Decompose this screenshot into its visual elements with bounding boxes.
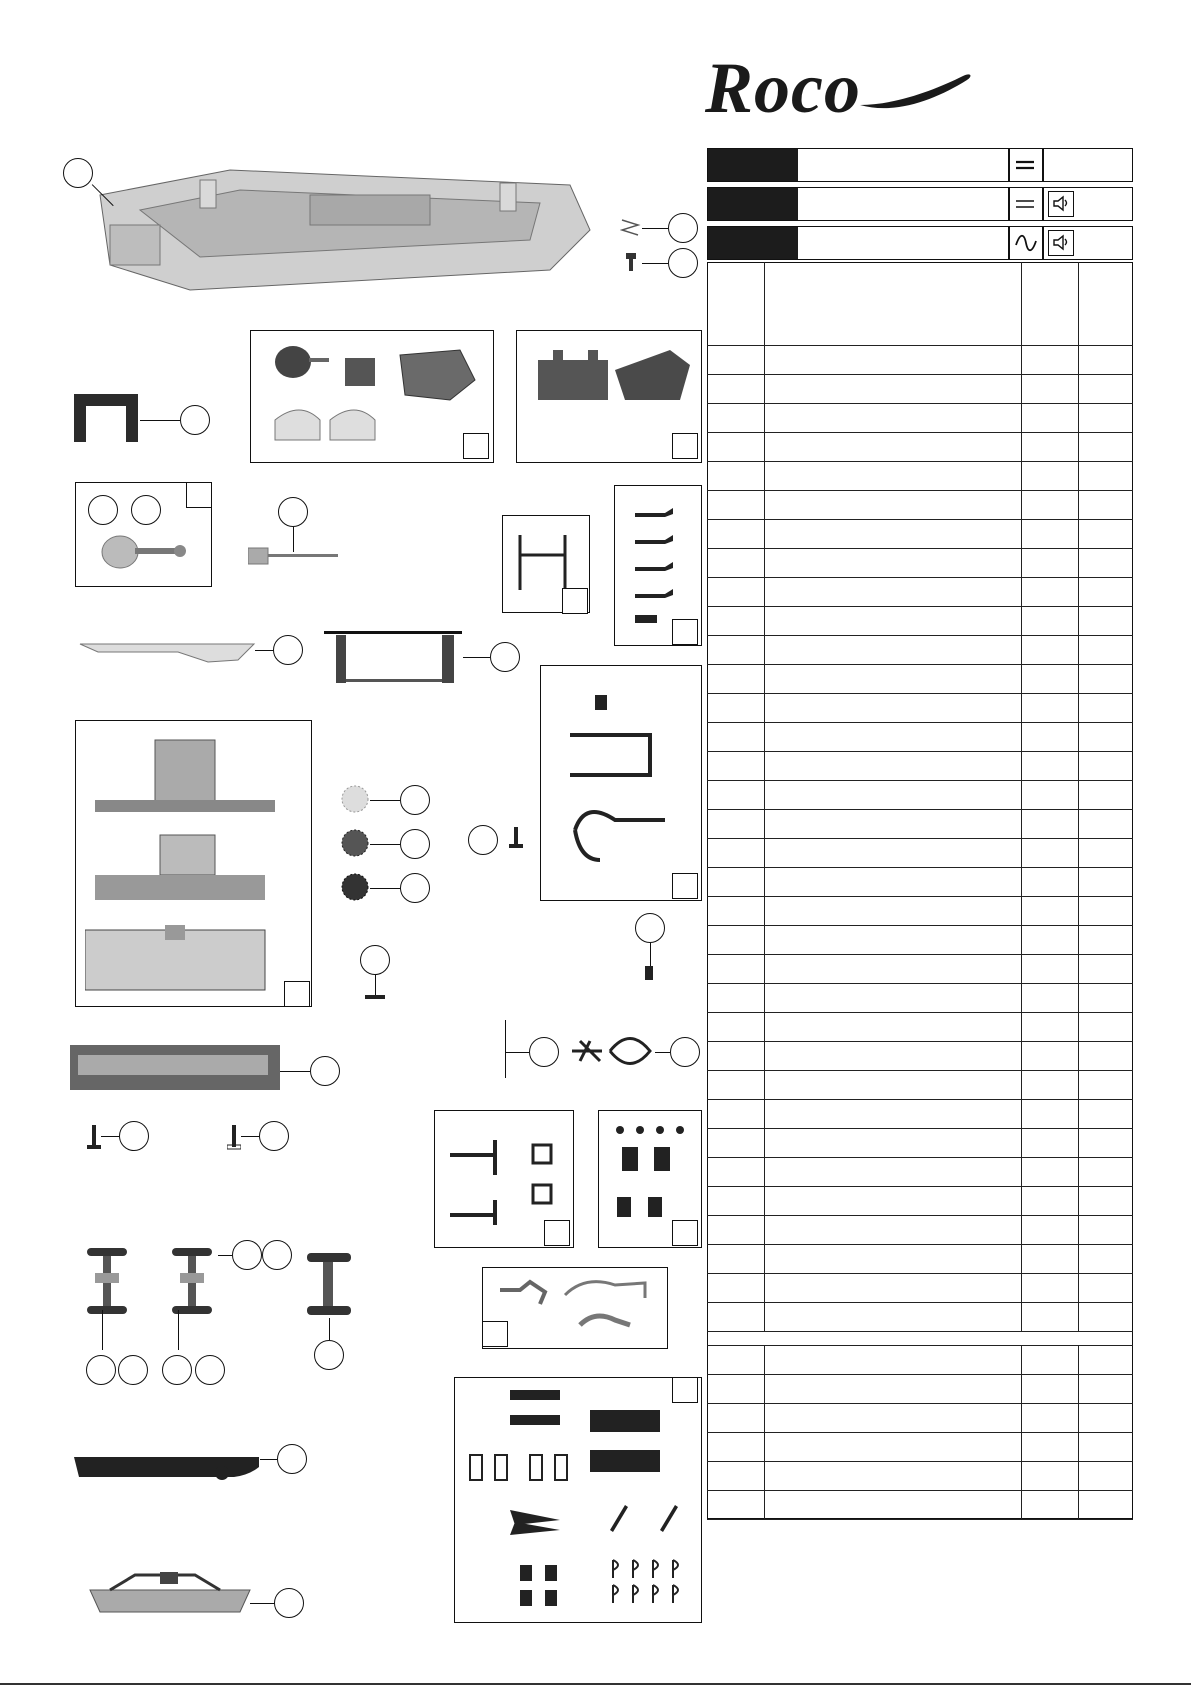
small-piece [644, 965, 654, 981]
set-tag [544, 1220, 570, 1246]
callout-circle [119, 1121, 149, 1151]
callout-circle [310, 1056, 340, 1086]
table-row-line [707, 548, 1133, 549]
wheelset [305, 1250, 355, 1320]
table-row-line [707, 983, 1133, 984]
table-row-line [707, 1157, 1133, 1158]
sound-icon [1048, 191, 1074, 217]
worm-shaft [248, 545, 343, 567]
table-row-line [707, 606, 1133, 607]
table-row-line [707, 374, 1133, 375]
bogie-frame [72, 1445, 262, 1485]
logo-swash [855, 70, 975, 120]
table-row-line [707, 1244, 1133, 1245]
table-row-line [707, 722, 1133, 723]
table-row-line [707, 1302, 1133, 1303]
small-bracket-set [515, 525, 580, 595]
table-row-line [707, 490, 1133, 491]
callout-circle [88, 495, 118, 525]
table-row-line [707, 1099, 1133, 1100]
dc-icon [1014, 155, 1036, 175]
table-col-line [764, 262, 765, 1331]
set-tag [672, 1220, 698, 1246]
screw [508, 825, 524, 853]
brake-rigging [570, 1033, 660, 1071]
callout-circle [490, 642, 520, 672]
table-row-line [707, 577, 1133, 578]
footplate [78, 640, 258, 670]
gearbox-set [85, 735, 305, 1000]
table-col-line [1078, 262, 1079, 1331]
callout-circle [468, 825, 498, 855]
roco-logo: Roco [705, 48, 861, 128]
table-row-line [707, 693, 1133, 694]
table-col-line [1078, 1345, 1079, 1519]
callout-circle [360, 945, 390, 975]
set-tag [186, 482, 212, 508]
set-tag [672, 619, 698, 645]
callout-circle [63, 158, 93, 188]
callout-circle [277, 1444, 307, 1474]
callout-circle [232, 1240, 262, 1270]
table-row-line [707, 780, 1133, 781]
worm-gear [95, 530, 195, 575]
callout-circle [118, 1355, 148, 1385]
housing-set [530, 340, 695, 425]
table-row-line [707, 1273, 1133, 1274]
dc-icon [1014, 194, 1036, 214]
set-tag [463, 433, 489, 459]
table-row-line [707, 1331, 1133, 1332]
set-tag [672, 873, 698, 899]
pin [365, 993, 385, 1001]
table-row-line [707, 461, 1133, 462]
step-set [445, 1130, 565, 1230]
callout-circle [668, 213, 698, 243]
table-row-line [707, 1041, 1133, 1042]
chassis-frame [70, 155, 600, 300]
table-row-line [707, 1461, 1133, 1462]
callout-circle [635, 913, 665, 943]
table-row-line [707, 1012, 1133, 1013]
table-row-line [707, 809, 1133, 810]
spring-and-screw [620, 215, 642, 275]
header-row-1 [707, 148, 1133, 182]
handrail-set [560, 690, 680, 890]
table-row-line [707, 1432, 1133, 1433]
table-row-line [707, 896, 1133, 897]
set-tag [284, 981, 310, 1007]
ac-icon [1014, 233, 1038, 253]
callout-circle [314, 1340, 344, 1370]
set-tag [482, 1321, 508, 1347]
callout-circle [274, 1588, 304, 1618]
callout-circle [180, 405, 210, 435]
table-col-line [1021, 262, 1022, 1331]
sound-icon [1048, 230, 1074, 256]
table-row-line [707, 664, 1133, 665]
table-row-line [707, 1215, 1133, 1216]
table-row-line [707, 751, 1133, 752]
coupler-accessory-set [465, 1385, 695, 1615]
callout-circle [400, 785, 430, 815]
header-row-2 [707, 187, 1133, 221]
gear-wheels [335, 783, 375, 903]
callout-circle [529, 1037, 559, 1067]
hook-set [630, 495, 690, 625]
table-row-line [707, 1490, 1133, 1491]
motor-set [265, 340, 485, 455]
wheelset-geared [85, 1245, 145, 1317]
table-row-line [707, 635, 1133, 636]
callout-circle [262, 1240, 292, 1270]
callout-circle [400, 873, 430, 903]
table-row-line [707, 1128, 1133, 1129]
lamp-set [612, 1122, 692, 1232]
table-row-line [707, 1070, 1133, 1071]
callout-circle [259, 1121, 289, 1151]
table-row-line [707, 519, 1133, 520]
table-row-line [707, 925, 1133, 926]
set-tag [562, 588, 588, 614]
header-row-3 [707, 226, 1133, 260]
table-row-line [707, 1186, 1133, 1187]
table-row-line [707, 867, 1133, 868]
table-col-line [764, 1345, 765, 1519]
screw [87, 1123, 101, 1153]
u-bracket [72, 390, 142, 445]
callout-circle [273, 635, 303, 665]
table-row-line [707, 1345, 1133, 1346]
frame-plate [322, 627, 464, 687]
table-row-line [707, 345, 1133, 346]
table-row-line [707, 432, 1133, 433]
table-row-line [707, 403, 1133, 404]
table-row-line [707, 1374, 1133, 1375]
screw [227, 1123, 241, 1153]
table-row-line [707, 954, 1133, 955]
table-row-line [707, 1403, 1133, 1404]
callout-circle [670, 1037, 700, 1067]
callout-circle [668, 248, 698, 278]
callout-circle [278, 497, 308, 527]
set-tag [672, 433, 698, 459]
chassis-base [68, 1040, 283, 1095]
table-row-line [707, 1519, 1133, 1520]
callout-circle [162, 1355, 192, 1385]
callout-circle [86, 1355, 116, 1385]
table-row-line [707, 838, 1133, 839]
callout-circle [195, 1355, 225, 1385]
callout-circle [131, 495, 161, 525]
table-col-line [1021, 1345, 1022, 1519]
callout-circle [400, 829, 430, 859]
brake-lever-set [495, 1275, 660, 1340]
bogie-pilot [85, 1570, 255, 1620]
